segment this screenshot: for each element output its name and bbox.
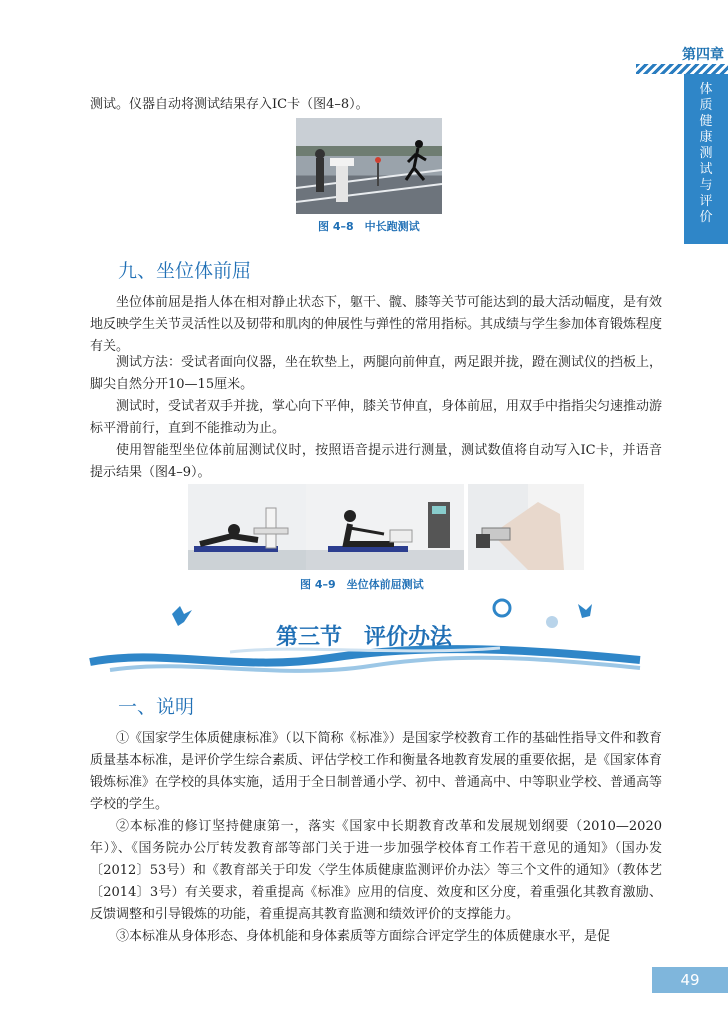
- page-number: 49: [652, 967, 728, 993]
- section-1-paragraph: ③本标准从身体形态、身体机能和身体素质等方面综合评定学生的体质健康水平，是促: [116, 929, 611, 944]
- sit-and-reach-photo-1: [188, 484, 306, 570]
- chapter-stripes: [636, 64, 728, 74]
- bird-icon: [578, 604, 592, 618]
- figure-4-8-caption: 图 4–8 中长跑测试: [318, 220, 420, 233]
- section-1-heading: 一、说明: [118, 696, 195, 718]
- section-9-heading: 九、坐位体前屈: [118, 260, 252, 282]
- section-9-paragraph: 使用智能型坐位体前屈测试仪时，按照语音提示进行测量，测试数值将自动写入IC卡，并语音提示结果（图4–9）。: [90, 443, 662, 480]
- chapter-title: 体质健康测试与评价: [699, 82, 713, 225]
- section-1-paragraph: ①《国家学生体质健康标准》（以下简称《标准》）是国家学校教育工作的基础性指导文件和教育质量基本标准，是评价学生综合素质、评估学校工作和衡量各地教育发展的重要依据，是《国家体育锻炼标准》在学校的具体实施，适用于全日制普通小学、初中、普通高中、中等职业学校、普通高等学校的学生。: [90, 731, 663, 812]
- section-9-paragraph: 测试时，受试者双手并拢，掌心向下平伸，膝关节伸直，身体前屈，用双手中指指尖匀速推动游标平滑前行，直到不能推动为止。: [90, 399, 663, 436]
- figure-4-9-caption: 图 4–9 坐位体前屈测试: [300, 578, 424, 591]
- section-9-paragraph: 测试方法：受试者面向仪器，坐在软垫上，两腿向前伸直，两足跟并拢，蹬在测试仪的挡板上，脚尖自然分开10—15厘米。: [90, 355, 663, 392]
- running-test-photo: [296, 118, 442, 214]
- section-1-paragraph: ②本标准的修订坚持健康第一，落实《国家中长期教育改革和发展规划纲要（2010—2020年）》、《国务院办公厅转发教育部等部门关于进一步加强学校体育工作若干意见的通知》（国办发〔2012〕53号）和《教育部关于印发〈学生体质健康监测评价办法〉等三个文件的通知》（教体艺〔2014〕3号）有关要求，着重提高《标准》应用的信度、效度和区分度，着重强化其教育激励、反馈调整和引导锻炼的功能，着重提高其教育监测和绩效评价的支撑能力。: [90, 819, 662, 922]
- circle-icon: [494, 600, 510, 616]
- section-9-paragraph: 坐位体前屈是指人体在相对静止状态下，躯干、髋、膝等关节可能达到的最大活动幅度，是有效地反映学生关节灵活性以及韧带和肌肉的伸展性与弹性的常用指标。其成绩与学生参加体育锻炼程度有关。: [90, 295, 663, 354]
- sit-and-reach-photo-3: [468, 484, 584, 570]
- top-text: 测试。仪器自动将测试结果存入IC卡（图4–8）。: [90, 97, 369, 112]
- section-3-title: 第三节 评价办法: [275, 625, 452, 650]
- chapter-label: 第四章: [682, 47, 724, 63]
- sit-and-reach-photo-2: [306, 484, 464, 570]
